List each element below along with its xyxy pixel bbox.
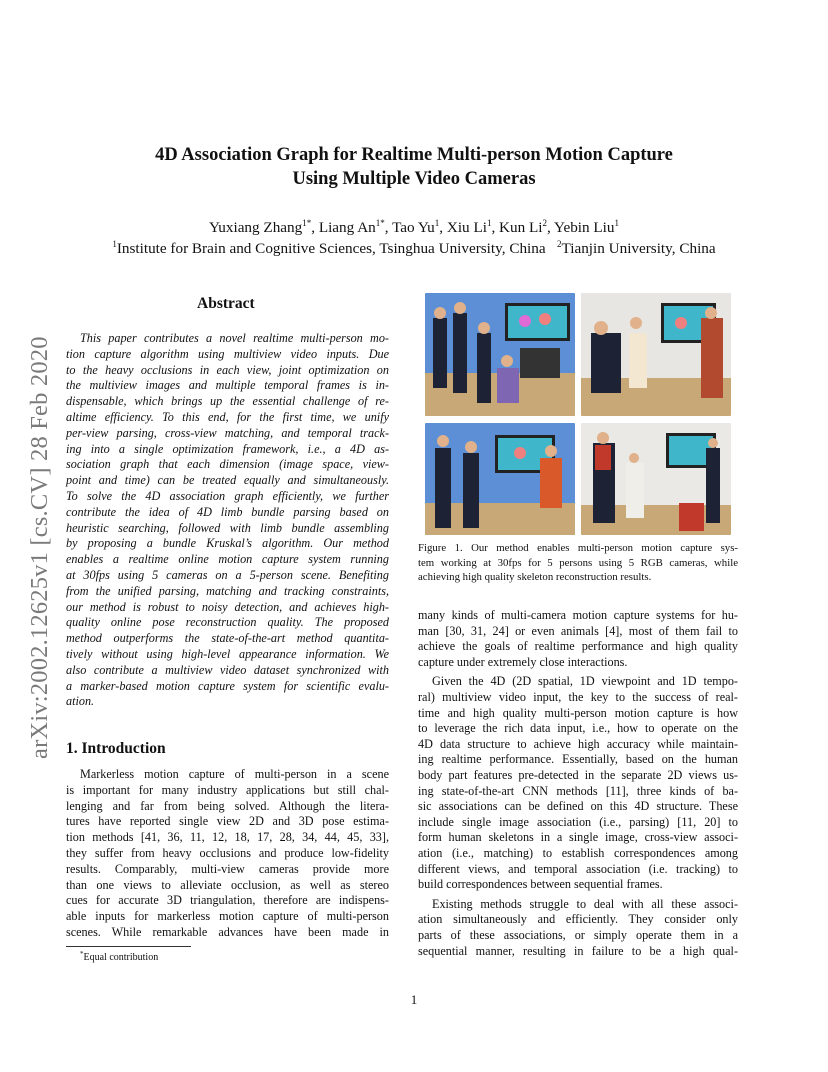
abstract-line: at 30fps using 5 cameras on a 5-person scene. Benefiting	[66, 568, 389, 582]
intro-line: they suffer from heavy occlusions and produce low-fidelity	[66, 846, 389, 860]
figure-photo-2	[581, 293, 731, 416]
affiliations: $^1$Institute for Brain and Cognitive Sciences, Tsinghua University, China $^2$Tianjin University, China	[112, 239, 716, 257]
abstract-line: method outperforms the state-of-the-art method quantita-	[66, 631, 389, 646]
right-column-line: Given the 4D (2D spatial, 1D viewpoint and 1D tempo-	[432, 674, 738, 689]
abstract-line: contribute the idea of 4D limb bundle parsing based on	[66, 504, 389, 519]
paper-title-line-2: Using Multiple Video Cameras	[292, 169, 536, 189]
right-column-line: capture under extremely close interactions.	[418, 654, 628, 669]
arxiv-side-stamp: arXiv:2002.12625v1 [cs.CV] 28 Feb 2020	[26, 336, 53, 759]
abstract-line: a marker-based motion capture system for scientific evalu-	[66, 678, 389, 693]
footnote: *Equal contribution	[80, 950, 159, 963]
right-column-line: ation (i.e., matching) to establish correspondences among	[418, 846, 738, 860]
abstract-line: tively without using high-level appearance information. We	[66, 647, 389, 661]
right-column-line: ing realtime performance. Essentially, based on the human	[418, 752, 738, 767]
intro-line: lenging and far from being solved. Although the litera-	[66, 798, 389, 813]
intro-line: scenes. While remarkable advances have been made in	[66, 925, 389, 939]
abstract-line: by proposing a bundle Kruskal’s algorithm. Our method	[66, 536, 389, 551]
abstract-line: dispensable, which brings up the essential challenge of re-	[66, 394, 389, 409]
right-column-line: ral) multiview video input, the key to the success of real-	[418, 690, 738, 704]
abstract-line: tion capture algorithm using multiview video inputs. Due	[66, 346, 389, 361]
author-list: Yuxiang Zhang$^{1*}$, Liang $An^{1*}$, Tao Yu$^1$, Xiu Li$^1$, Kun Li$^2$, Yebin Liu$^1$	[209, 218, 619, 236]
abstract-line: enables a realtime online motion capture system running	[66, 552, 389, 567]
caption-line: achieving high quality skeleton reconstruction results.	[418, 571, 652, 583]
footnote-rule	[66, 946, 191, 947]
right-column-line: achieve the goals of realtime performance and high quality	[418, 639, 738, 654]
right-column-line: ing state-of-the-art CNN methods [11], three kinds of ba-	[418, 783, 738, 798]
right-column-line: sic associations can be defined on this 4D structure. These	[418, 799, 738, 814]
abstract-line: This paper contributes a novel realtime multi-person mo-	[80, 331, 389, 345]
right-column-line: include single image association (i.e., parsing) [11, 20] to	[418, 814, 738, 829]
abstract-line: from the unified parsing, matching and tracking constraints,	[66, 583, 389, 598]
abstract-line: also contribute a multiview video dataset synchronized with	[66, 662, 389, 677]
right-column-line: many kinds of multi-camera motion capture systems for hu-	[418, 608, 738, 622]
abstract-heading: Abstract	[197, 295, 255, 312]
abstract-line: altime efficiency. To this end, for the first time, we unify	[66, 410, 389, 424]
right-column-line: Existing methods struggle to deal with all these associ-	[432, 896, 738, 911]
caption-line: tem working at 30fps for 5 persons using 5 RGB cameras, while	[418, 556, 738, 569]
intro-line: able inputs for markerless motion capture of multi-person	[66, 909, 389, 924]
intro-line: is important for many industry applications but still chal-	[66, 782, 389, 797]
right-column-line: parts of these associations, or simply operate them in a	[418, 928, 738, 942]
abstract-line: our method is robust to noisy detection, and achieves high-	[66, 599, 389, 614]
figure-photo-1	[425, 293, 575, 416]
abstract-line: ation.	[66, 694, 95, 709]
right-column-line: build correspondences between sequential frames.	[418, 877, 663, 892]
figure-photo-3	[425, 423, 575, 535]
paper-title-line-1: 4D Association Graph for Realtime Multi-person Motion Capture	[155, 145, 673, 165]
intro-line: Markerless motion capture of multi-person in a scene	[80, 767, 389, 781]
introduction-heading: 1. Introduction	[66, 740, 166, 757]
abstract-line: per-view parsing, cross-view matching, and temporal track-	[66, 425, 389, 440]
intro-line: cues for accurate 3D triangulation, therefore are indispens-	[66, 893, 389, 908]
right-column-line: form human skeletons in a single image, cross-view associ-	[418, 830, 738, 845]
abstract-line: to the heavy occlusions in each view, joint optimization on	[66, 362, 389, 377]
page-number: 1	[410, 992, 418, 1007]
right-column-line: ation simultaneously and efficiently. They consider only	[418, 912, 738, 927]
right-column-line: to leverage the rich data input, i.e., how to operate on the	[418, 721, 738, 736]
right-column-line: different views, and temporal association (i.e. tracking) to	[418, 861, 738, 876]
right-column-line: 4D data structure to achieve high accuracy while maintain-	[418, 736, 738, 751]
caption-line: Figure 1. Our method enables multi-person motion capture sys-	[418, 542, 738, 554]
right-column-line: time and high quality multi-person motion capture is how	[418, 705, 738, 720]
right-column-line: sequential manner, resulting in failure to be a high qual-	[418, 943, 738, 958]
right-column-line: body part features pre-detected in the separate 2D views us-	[418, 768, 738, 782]
abstract-line: heuristic searching, followed with limb bundle assembling	[66, 520, 389, 535]
abstract-line: ing into a single optimization framework, i.e., a 4D as-	[66, 441, 389, 456]
intro-line: tion methods [41, 36, 11, 12, 18, 17, 28, 34, 44, 45, 33],	[66, 830, 389, 845]
intro-line: results. Comparably, multi-view cameras provide more	[66, 861, 389, 876]
abstract-line: To solve the 4D association graph efficiently, we further	[66, 489, 389, 503]
abstract-line: the multiview images and multiple temporal frames is in-	[66, 378, 389, 393]
abstract-line: sociation graph that each dimension (image space, view-	[66, 457, 389, 472]
right-column-line: man [30, 31, 24] or even animals [4], most of them fail to	[418, 623, 738, 638]
intro-line: than one views to alleviate occlusion, as well as stereo	[66, 877, 389, 892]
figure-photo-4	[581, 423, 731, 535]
abstract-line: point and time) can be treated equally and simultaneously.	[66, 473, 389, 488]
intro-line: tures have reported single view 2D and 3D pose estima-	[66, 814, 389, 829]
abstract-line: quality online pose reconstruction quality. The proposed	[66, 615, 389, 630]
